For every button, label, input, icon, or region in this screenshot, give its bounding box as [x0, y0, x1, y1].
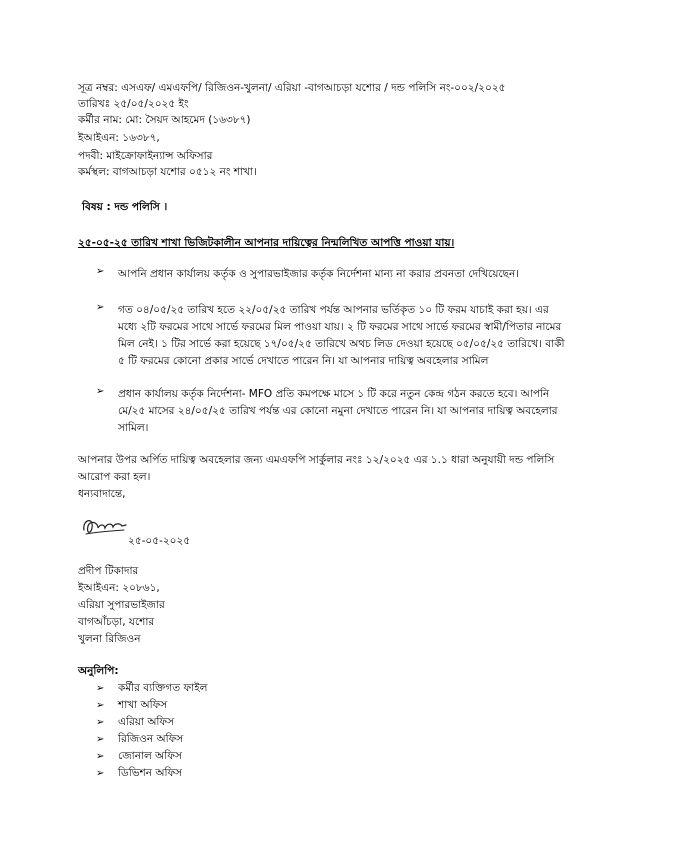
- conclusion-line: আরোপ করা হল।: [78, 471, 151, 483]
- thanks-text: ধন্যবাদান্তে,: [78, 488, 126, 500]
- signatory-designation: এরিয়া সুপারভাইজার: [78, 599, 165, 611]
- arrow-bullet-icon: ➢: [96, 386, 105, 397]
- finding-line: ৫ টি ফরমের কোনো প্রকার সার্ভে দেখাতে পারেন নি। যা আপনার দায়িত্ব অবহেলার সামিল: [118, 355, 489, 367]
- cc-item-label: কর্মীর ব্যক্তিগত ফাইল: [118, 682, 208, 694]
- conclusion-paragraph: [78, 452, 608, 503]
- signatory-region: খুলনা রিজিওন: [78, 633, 141, 645]
- finding-text: [118, 386, 596, 437]
- finding-line: প্রধান কার্যালয় কর্তৃক নির্দেশনা- MFO প্রতি কমপক্ষে মাসে ১ টি করে নতুন কেন্দ্র গঠন করতে হবে। আপনি: [118, 388, 550, 400]
- arrow-bullet-icon: ➢: [96, 751, 105, 762]
- arrow-bullet-icon: ➢: [96, 683, 105, 694]
- signatory-location: বাগআঁচড়া, যশোর: [78, 616, 155, 628]
- employee-workplace: কর্মস্থল: বাগআচড়া যশোর ০৫১২ নং শাখা।: [78, 166, 257, 178]
- letter-date: তারিখঃ ২৫/০৫/২০২৫ ইং: [78, 98, 189, 110]
- arrow-bullet-icon: ➢: [96, 266, 105, 277]
- subject-line: বিষয় : দন্ড পলিসি ।: [82, 201, 168, 213]
- finding-line: সামিল।: [118, 422, 149, 434]
- finding-line: মিল নেই। ১ টির সার্ভে করা হয়েছে ১৭/০৫/২৫ তারিখে অথচ লিড দেওয়া হয়েছে ০৫/০৫/২৫ তারিখে। বাকী: [118, 338, 565, 350]
- findings-heading: ২৫-০৫-২৫ তারিখ শাখা ভিজিটকালীন আপনার দায়িত্বের নিন্মলিখিত আপত্তি পাওয়া যায়।: [78, 237, 455, 249]
- employee-ein: ইআইএন: ১৬৩৮৭,: [78, 132, 160, 144]
- signatory-name: প্রদীপ টিকাদার: [78, 565, 139, 577]
- employee-designation: পদবী: মাইক্রোফাইন্যান্স অফিসার: [78, 150, 213, 162]
- employee-name: কর্মীর নাম: মো: সৈয়দ আহমেদ (১৬৩৮৭): [78, 114, 251, 126]
- arrow-bullet-icon: ➢: [96, 717, 105, 728]
- cc-item-label: জোনাল অফিস: [118, 750, 182, 762]
- finding-text: [118, 266, 596, 283]
- arrow-bullet-icon: ➢: [96, 768, 105, 779]
- finding-line: গত ০৪/০৫/২৫ তারিখ হতে ২২/০৫/২৫ তারিখ পর্যন্ত আপনার ভর্তিকৃত ১০ টি ফরম যাচাই করা হয়। এর: [118, 304, 549, 316]
- arrow-bullet-icon: ➢: [96, 302, 105, 313]
- cc-item-label: এরিয়া অফিস: [118, 716, 175, 728]
- reference-number: সূত্র নম্বর: এসএফ/ এমএফপি/ রিজিওন-খুলনা/ এরিয়া -বাগআচড়া যশোর / দন্ড পলিসি নং-০০২/২০২৫: [78, 82, 506, 94]
- cc-item-label: রিজিওন অফিস: [118, 733, 184, 745]
- finding-line: আপনি প্রধান কার্যালয় কর্তৃক ও সুপারভাইজার কর্তৃক নির্দেশনা মান্য না করার প্রবনতা দেখিয়েছেন।: [118, 268, 520, 280]
- finding-text: [118, 302, 596, 370]
- arrow-bullet-icon: ➢: [96, 700, 105, 711]
- cc-item-label: ডিভিশন অফিস: [118, 767, 183, 779]
- signature-date: ২৫-০৫-২০২৫: [128, 535, 191, 547]
- signatory-ein: ইআইএন: ২০৮৬১,: [78, 582, 160, 594]
- finding-line: মে/২৫ মাসের ২৪/০৫/২৫ তারিখ পর্যন্ত এর কোনো নমুনা দেখাতে পারেন নি। যা আপনার দায়িত্ব অবহেলার: [118, 405, 558, 417]
- cc-title: অনুলিপি:: [78, 665, 119, 677]
- handwritten-signature: [80, 512, 128, 538]
- arrow-bullet-icon: ➢: [96, 734, 105, 745]
- conclusion-line: আপনার উপর অর্পিত দায়িত্ব অবহেলার জন্য এমএফপি সার্কুলার নংঃ ১২/২০২৫ এর ১.১ ধারা অনুযায়ী দন্ড পলিসি: [78, 454, 555, 466]
- cc-item-label: শাখা অফিস: [118, 699, 168, 711]
- finding-line: মধ্যে ২টি ফরমের সাথে সার্ভে ফরমের মিল পাওয়া যায়। ২ টি ফরমের সাথে সার্ভে ফরমের স্বামী/পিতার নামের: [118, 321, 562, 333]
